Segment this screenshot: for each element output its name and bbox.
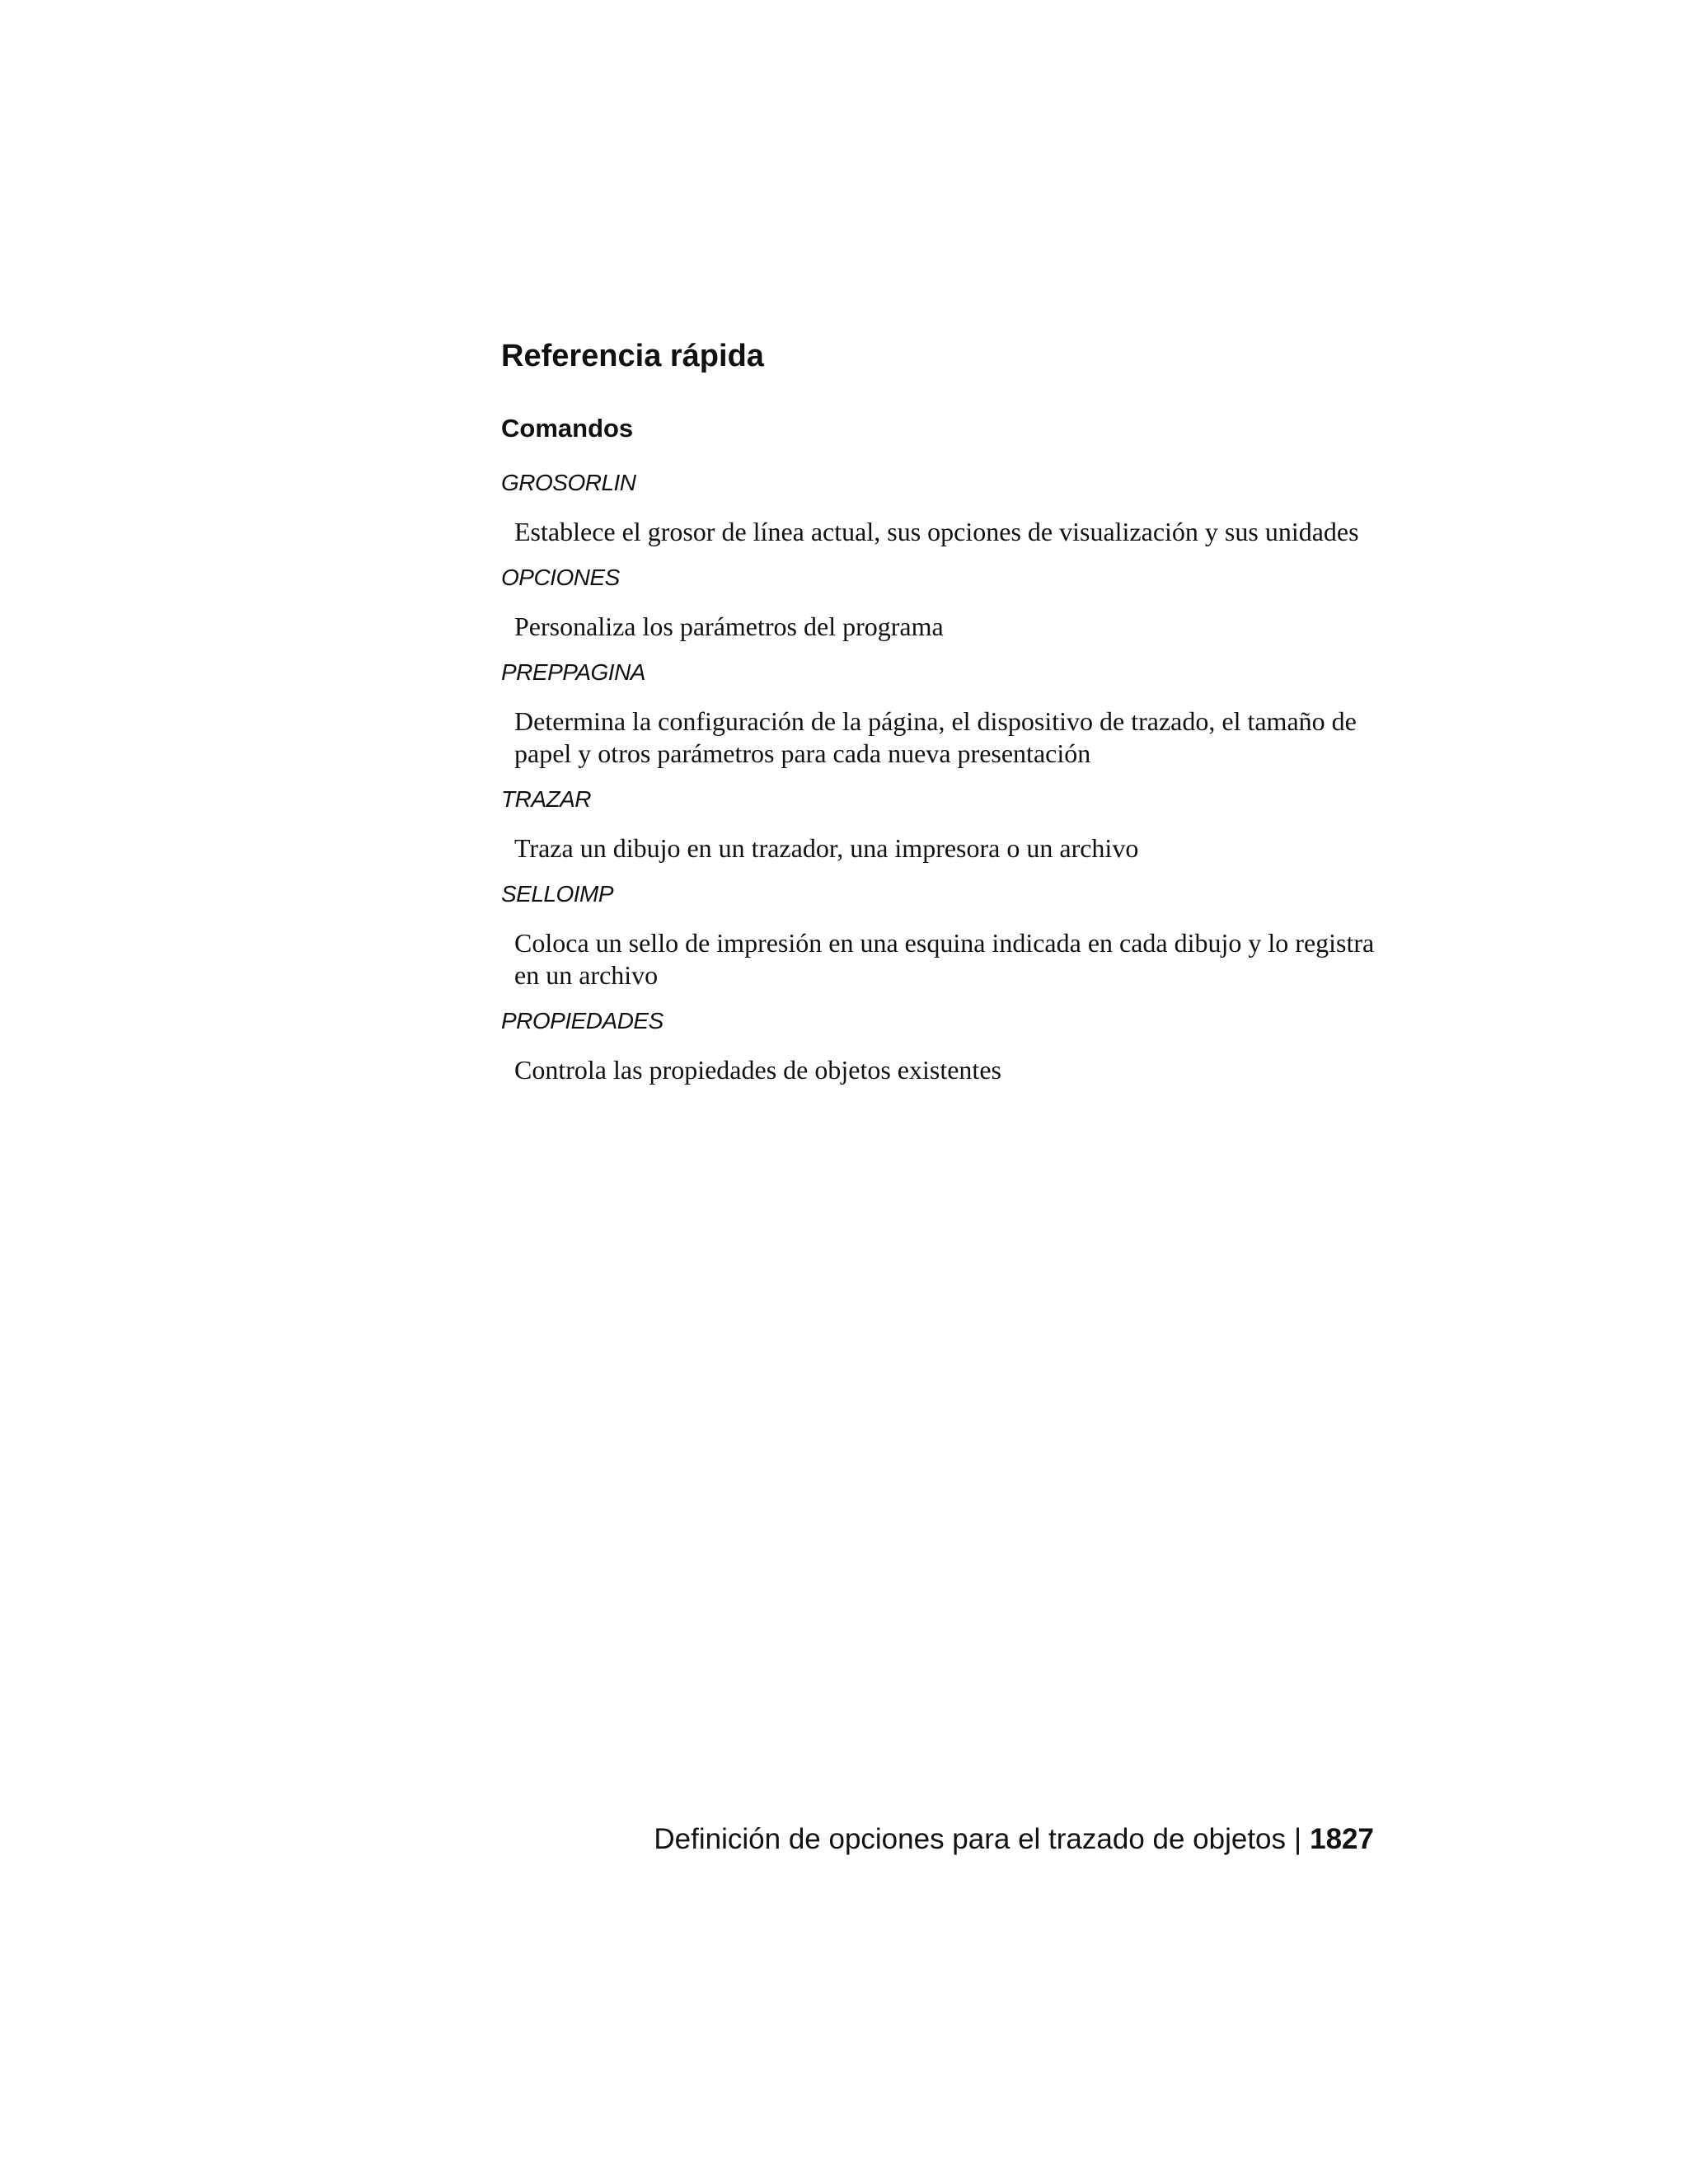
command-name: OPCIONES <box>501 565 620 590</box>
command-description: Personaliza los parámetros del programa <box>514 612 944 641</box>
command-name: TRAZAR <box>501 786 591 812</box>
command-name: PREPPAGINA <box>501 659 645 685</box>
command-name: GROSORLIN <box>501 470 636 495</box>
command-name: SELLOIMP <box>501 881 614 907</box>
footer-separator: | <box>1294 1823 1302 1855</box>
page-footer <box>654 1821 1374 1858</box>
command-name: PROPIEDADES <box>501 1008 663 1033</box>
command-description: Traza un dibujo en un trazador, una impresora o un archivo <box>514 833 1139 863</box>
section-title: Referencia rápida <box>501 339 764 373</box>
command-list <box>501 468 1375 1086</box>
command-description: Establece el grosor de línea actual, sus opciones de visualización y sus unidades <box>514 517 1359 546</box>
page-number: 1827 <box>1310 1823 1374 1855</box>
subsection-title: Comandos <box>501 414 634 443</box>
command-description: Determina la configuración de la página, el dispositivo de trazado, el tamaño de papel y otros parámetros para cada nueva presentación <box>514 706 1357 768</box>
command-description: Controla las propiedades de objetos existentes <box>514 1055 1001 1085</box>
page-content <box>501 336 1375 1101</box>
footer-chapter-title: Definición de opciones para el trazado de objetos <box>654 1823 1287 1855</box>
command-description: Coloca un sello de impresión en una esquina indicada en cada dibujo y lo registra en un archivo <box>514 928 1375 990</box>
